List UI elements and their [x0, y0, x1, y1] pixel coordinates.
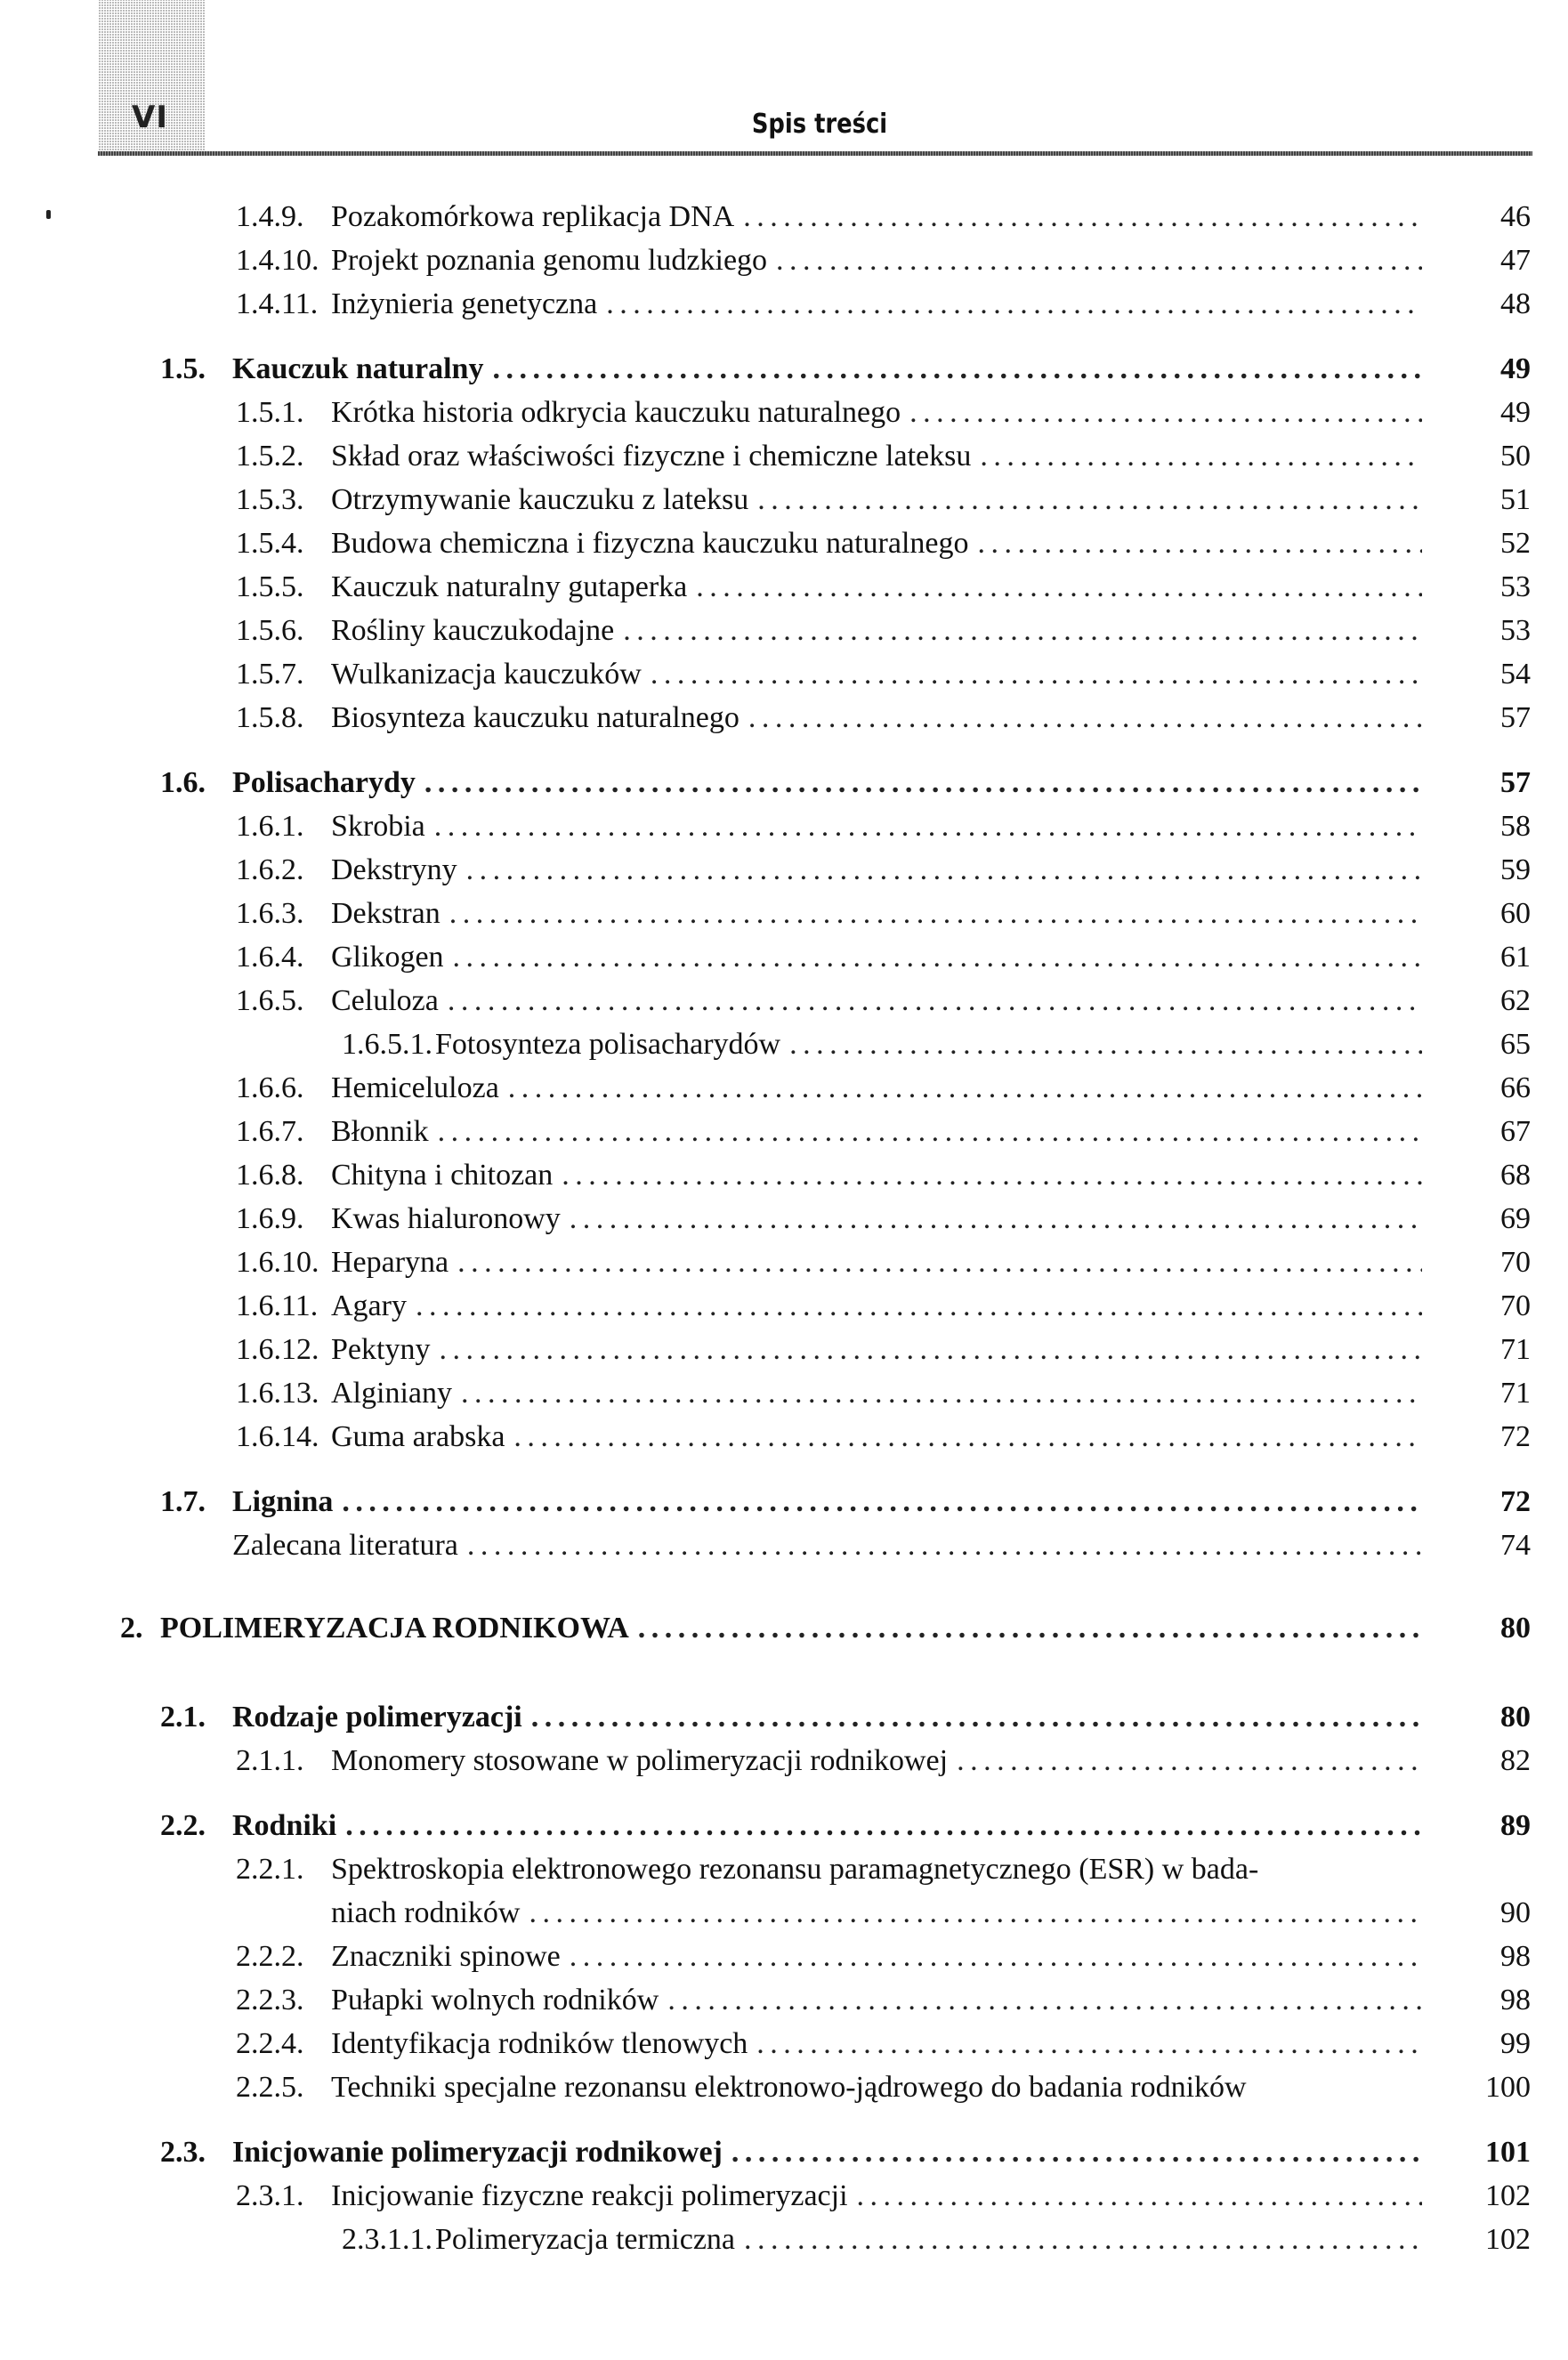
toc-entry [160, 2136, 1531, 2177]
entry-number: 1.5.6. [236, 614, 304, 647]
toc-entry [236, 440, 1531, 481]
dot-leader [570, 1940, 1422, 1974]
entry-page-number: 49 [1500, 396, 1531, 429]
entry-number: 1.5.5. [236, 570, 304, 603]
dot-leader [438, 1115, 1422, 1149]
toc-entry [236, 570, 1531, 611]
toc-entry [236, 200, 1531, 241]
entry-page-number: 69 [1500, 1202, 1531, 1235]
entry-page-number: 100 [1485, 2071, 1531, 2104]
entry-page-number: 98 [1500, 1984, 1531, 2017]
entry-number: 1.5.7. [236, 658, 304, 691]
toc-entry [236, 984, 1531, 1025]
entry-number: 2.2.2. [236, 1940, 304, 1973]
toc-entry [342, 2223, 1531, 2264]
dot-leader [789, 1028, 1422, 1062]
entry-title: Fotosynteza polisacharydów [435, 1028, 781, 1061]
dot-leader [776, 244, 1422, 278]
entry-number: 1.6.2. [236, 853, 304, 886]
entry-page-number: 65 [1500, 1028, 1531, 1061]
entry-page-number: 102 [1485, 2179, 1531, 2212]
entry-title: Monomery stosowane w polimeryzacji rodnikowej [331, 1744, 949, 1777]
dot-leader [461, 1377, 1422, 1410]
entry-number: 2.1. [160, 1701, 206, 1734]
entry-title: Guma arabska [331, 1420, 505, 1453]
entry-number: 2.2.1. [236, 1853, 304, 1886]
toc-entry [160, 1809, 1531, 1850]
entry-number: 1.6.8. [236, 1159, 304, 1192]
entry-title: Glikogen [331, 941, 444, 974]
entry-page-number: 59 [1500, 853, 1531, 886]
entry-title: Inicjowanie fizyczne reakcji polimeryzacji [331, 2179, 848, 2212]
toc-entry [236, 614, 1531, 655]
entry-number: 1.6.6. [236, 1071, 304, 1104]
entry-page-number: 51 [1500, 483, 1531, 516]
entry-number: 1.4.11. [236, 287, 319, 320]
entry-title: Rośliny kauczukodajne [331, 614, 615, 647]
entry-title: Alginiany [331, 1377, 452, 1410]
entry-number: 1.6.12. [236, 1333, 319, 1366]
dot-leader [342, 1485, 1422, 1519]
entry-number: 1.7. [160, 1485, 206, 1518]
entry-number: 1.5.3. [236, 483, 304, 516]
dot-leader [756, 2027, 1422, 2061]
entry-page-number: 70 [1500, 1246, 1531, 1279]
toc-entry [232, 1529, 1531, 1570]
dot-leader [529, 1896, 1422, 1930]
toc-entry [236, 941, 1531, 982]
entry-title: Pułapki wolnych rodników [331, 1984, 659, 2017]
dot-leader [638, 1612, 1422, 1645]
entry-page-number: 60 [1500, 897, 1531, 930]
toc-entry [236, 1333, 1531, 1374]
entry-number: 1.6.1. [236, 810, 304, 843]
entry-title: Chityna i chitozan [331, 1159, 554, 1192]
entry-page-number: 72 [1500, 1485, 1531, 1518]
entry-page-number: 61 [1500, 941, 1531, 974]
entry-number: 1.5.1. [236, 396, 304, 429]
entry-number: 2.2.5. [236, 2071, 304, 2104]
entry-title: Biosynteza kauczuku naturalnego [331, 701, 740, 734]
dot-leader [424, 766, 1422, 800]
entry-page-number: 98 [1500, 1940, 1531, 1973]
dot-leader [651, 658, 1422, 691]
dot-leader [696, 570, 1422, 604]
toc-entry [236, 2179, 1531, 2220]
entry-page-number: 71 [1500, 1333, 1531, 1366]
dot-leader [513, 1420, 1422, 1454]
dot-leader [562, 1159, 1422, 1192]
entry-title: niach rodników [331, 1896, 521, 1929]
entry-number: 1.6.11. [236, 1289, 319, 1322]
entry-page-number: 101 [1485, 2136, 1531, 2169]
entry-page-number: 102 [1485, 2223, 1531, 2256]
toc-entry [236, 853, 1531, 894]
dot-leader [416, 1289, 1422, 1323]
toc-entry [236, 1159, 1531, 1200]
entry-number: 1.6.3. [236, 897, 304, 930]
header-rule [98, 151, 1532, 156]
toc-entry [160, 1485, 1531, 1526]
entry-number: 2.2. [160, 1809, 206, 1842]
dot-leader [439, 1333, 1422, 1367]
entry-page-number: 67 [1500, 1115, 1531, 1148]
entry-title: Identyfikacja rodników tlenowych [331, 2027, 748, 2060]
toc-entry [236, 2027, 1531, 2068]
dot-leader [623, 614, 1422, 648]
dot-leader [757, 483, 1422, 517]
dot-leader [606, 287, 1422, 321]
entry-title: Projekt poznania genomu ludzkiego [331, 244, 768, 277]
entry-number: 1.4.9. [236, 200, 304, 233]
dot-leader [748, 701, 1422, 735]
dot-leader [957, 1744, 1422, 1778]
entry-page-number: 50 [1500, 440, 1531, 473]
dot-leader [434, 810, 1422, 844]
entry-number: 1.5. [160, 352, 206, 385]
entry-number: 1.4.10. [236, 244, 319, 277]
dot-leader [531, 1701, 1422, 1734]
entry-number: 2.3.1.1. [342, 2223, 432, 2256]
entry-page-number: 52 [1500, 527, 1531, 560]
entry-title: Otrzymywanie kauczuku z lateksu [331, 483, 749, 516]
entry-page-number: 46 [1500, 200, 1531, 233]
toc-entry [160, 766, 1531, 807]
entry-title: Błonnik [331, 1115, 429, 1148]
entry-page-number: 58 [1500, 810, 1531, 843]
toc-entry [236, 1940, 1531, 1981]
toc-entry [236, 396, 1531, 437]
toc-entry-continuation [236, 1896, 1531, 1937]
dot-leader [492, 352, 1422, 386]
dot-leader [449, 897, 1422, 931]
dot-leader [667, 1984, 1422, 2017]
entry-page-number: 71 [1500, 1377, 1531, 1410]
entry-number: 1.6. [160, 766, 206, 799]
entry-title: Wulkanizacja kauczuków [331, 658, 642, 691]
entry-page-number: 66 [1500, 1071, 1531, 1104]
running-title: Spis treści [751, 109, 888, 140]
entry-title: Inżynieria genetyczna [331, 287, 598, 320]
entry-number: 1.6.13. [236, 1377, 319, 1410]
entry-page-number: 80 [1500, 1701, 1531, 1734]
entry-title: Znaczniki spinowe [331, 1940, 561, 1973]
entry-title: Rodzaje polimeryzacji [232, 1701, 522, 1734]
page-number: VI [132, 100, 168, 135]
entry-page-number: 47 [1500, 244, 1531, 277]
toc-entry [236, 701, 1531, 742]
entry-title: Techniki specjalne rezonansu elektronowo-jądrowego do badania rodników [331, 2071, 1247, 2104]
toc-entry [236, 1420, 1531, 1461]
toc-entry [236, 897, 1531, 938]
entry-page-number: 53 [1500, 570, 1531, 603]
entry-page-number: 54 [1500, 658, 1531, 691]
entry-title: Dekstryny [331, 853, 457, 886]
toc-entry [160, 1701, 1531, 1742]
dot-leader [857, 2179, 1422, 2213]
toc-entry [236, 527, 1531, 568]
dot-leader [457, 1246, 1422, 1280]
entry-number: 1.6.9. [236, 1202, 304, 1235]
entry-title: Heparyna [331, 1246, 449, 1279]
entry-title: Polimeryzacja termiczna [435, 2223, 735, 2256]
entry-title: Budowa chemiczna i fizyczna kauczuku naturalnego [331, 527, 969, 560]
entry-title: Polisacharydy [232, 766, 416, 799]
dot-leader [467, 1529, 1422, 1563]
entry-title: Dekstran [331, 897, 440, 930]
toc-entry [236, 1744, 1531, 1785]
entry-page-number: 82 [1500, 1744, 1531, 1777]
toc-entry [236, 1289, 1531, 1330]
toc-entry [236, 1853, 1531, 1894]
entry-number: 1.6.14. [236, 1420, 319, 1453]
toc-entry [236, 1984, 1531, 2025]
entry-number: 1.6.5. [236, 984, 304, 1017]
entry-page-number: 49 [1500, 352, 1531, 385]
entry-title: Pektyny [331, 1333, 431, 1366]
margin-mark [46, 210, 51, 219]
entry-number: 2.1.1. [236, 1744, 304, 1777]
entry-number: 1.6.10. [236, 1246, 319, 1279]
entry-page-number: 89 [1500, 1809, 1531, 1842]
entry-page-number: 68 [1500, 1159, 1531, 1192]
entry-number: 1.6.4. [236, 941, 304, 974]
entry-title: Zalecana literatura [232, 1529, 458, 1562]
toc-entry [236, 287, 1531, 328]
toc-entry [236, 1246, 1531, 1287]
entry-title: Skrobia [331, 810, 425, 843]
entry-number: 1.6.5.1. [342, 1028, 432, 1061]
toc-entry [120, 1612, 1531, 1653]
entry-title: Kauczuk naturalny gutaperka [331, 570, 688, 603]
entry-page-number: 57 [1500, 701, 1531, 734]
entry-number: 1.5.8. [236, 701, 304, 734]
entry-page-number: 57 [1500, 766, 1531, 799]
entry-title: Lignina [232, 1485, 334, 1518]
toc-entry [160, 352, 1531, 393]
entry-title: Skład oraz właściwości fizyczne i chemiczne lateksu [331, 440, 972, 473]
entry-page-number: 72 [1500, 1420, 1531, 1453]
dot-leader [980, 440, 1422, 473]
entry-title: Agary [331, 1289, 407, 1322]
entry-title: Spektroskopia elektronowego rezonansu paramagnetycznego (ESR) w bada- [331, 1853, 1259, 1886]
toc-entry [236, 1202, 1531, 1243]
toc-entry [342, 1028, 1531, 1069]
entry-number: 2. [120, 1612, 143, 1645]
toc-entry [236, 483, 1531, 524]
entry-title: Inicjowanie polimeryzacji rodnikowej [232, 2136, 723, 2169]
dot-leader [508, 1071, 1422, 1105]
entry-title: Rodniki [232, 1809, 337, 1842]
entry-title: POLIMERYZACJA RODNIKOWA [160, 1612, 629, 1645]
entry-title: Kauczuk naturalny [232, 352, 484, 385]
entry-page-number: 80 [1500, 1612, 1531, 1645]
toc-entry [236, 658, 1531, 699]
entry-number: 2.3.1. [236, 2179, 304, 2212]
dot-leader [978, 527, 1422, 561]
entry-page-number: 53 [1500, 614, 1531, 647]
toc-entry [236, 1377, 1531, 1418]
dot-leader [448, 984, 1422, 1018]
entry-number: 1.5.4. [236, 527, 304, 560]
entry-number: 2.3. [160, 2136, 206, 2169]
toc-entry [236, 244, 1531, 285]
dot-leader [744, 2223, 1422, 2257]
toc-entry [236, 1071, 1531, 1112]
dot-leader [570, 1202, 1422, 1236]
dot-leader [453, 941, 1422, 974]
entry-title: Hemiceluloza [331, 1071, 499, 1104]
entry-number: 2.2.4. [236, 2027, 304, 2060]
entry-page-number: 99 [1500, 2027, 1531, 2060]
toc-entry [236, 810, 1531, 851]
entry-page-number: 74 [1500, 1529, 1531, 1562]
entry-page-number: 48 [1500, 287, 1531, 320]
entry-title: Pozakomórkowa replikacja DNA [331, 200, 735, 233]
entry-title: Kwas hialuronowy [331, 1202, 561, 1235]
dot-leader [909, 396, 1422, 430]
entry-number: 2.2.3. [236, 1984, 304, 2017]
dot-leader [466, 853, 1422, 887]
entry-number: 1.5.2. [236, 440, 304, 473]
toc-entry [236, 2071, 1531, 2112]
dot-leader [345, 1809, 1422, 1843]
entry-page-number: 70 [1500, 1289, 1531, 1322]
entry-page-number: 62 [1500, 984, 1531, 1017]
dot-leader [731, 2136, 1422, 2170]
toc-entry [236, 1115, 1531, 1156]
entry-number: 1.6.7. [236, 1115, 304, 1148]
entry-title: Celuloza [331, 984, 439, 1017]
dot-leader [743, 200, 1422, 234]
entry-title: Krótka historia odkrycia kauczuku naturalnego [331, 396, 901, 429]
entry-page-number: 90 [1500, 1896, 1531, 1929]
